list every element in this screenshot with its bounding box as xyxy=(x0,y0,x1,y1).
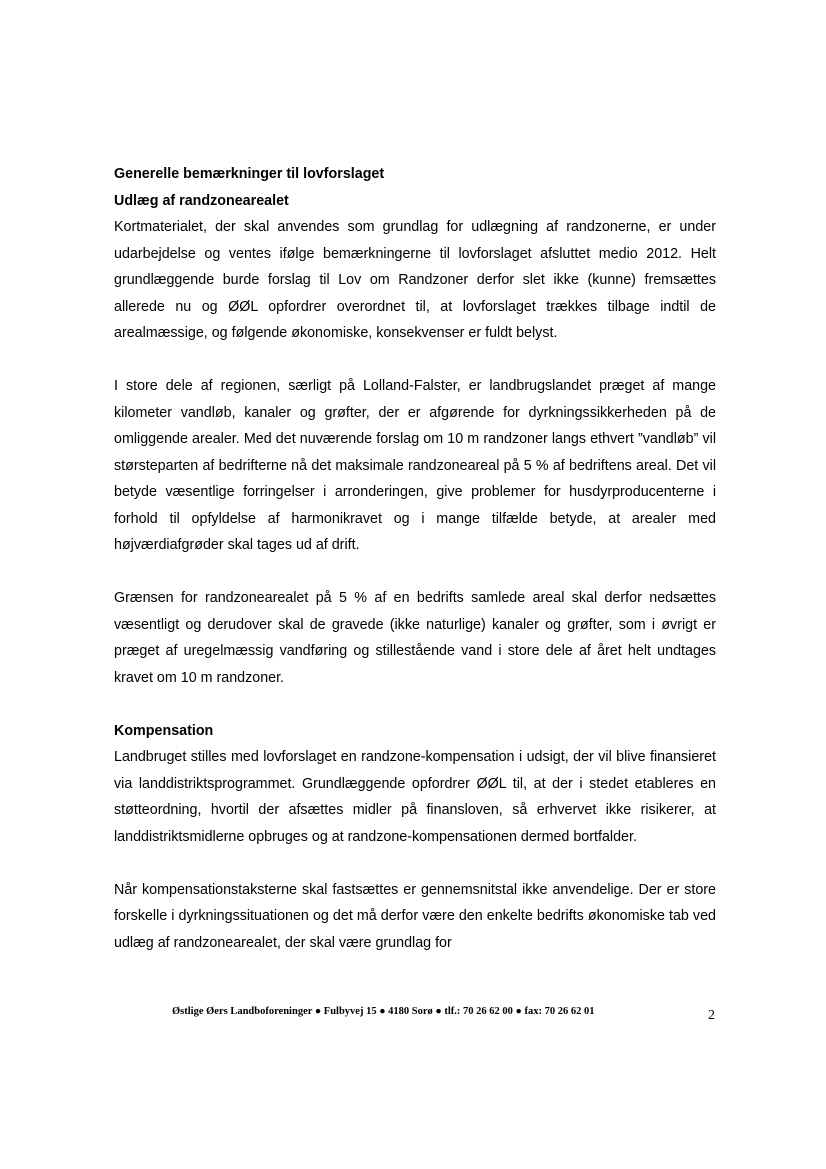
main-heading: Generelle bemærkninger til lovforslaget xyxy=(114,166,385,182)
paragraph-gap xyxy=(114,347,716,374)
document-body xyxy=(114,161,716,956)
paragraph-gap xyxy=(114,559,716,586)
paragraph: Landbruget stilles med lovforslaget en randzone-kompensation i udsigt, der vil blive finansieret via landdistriktsprogrammet. Grundlæggende opfordrer ØØL til, at der i stedet etableres en støtteordning, hvortil der afsættes midler på finansloven, så erhvervet ikke risikerer, at landdistriktsmidlerne opbruges og at randzone-kompensationen dermed bortfalder. xyxy=(114,749,716,845)
paragraph: Når kompensationstaksterne skal fastsættes er gennemsnitstal ikke anvendelige. Der er store forskelle i dyrkningssituationen og det må derfor være den enkelte bedrifts økonomiske tab ved udlæg af randzonearealet, der skal være grundlag for xyxy=(114,881,716,951)
paragraph: I store dele af regionen, særligt på Lolland-Falster, er landbrugslandet præget af mange kilometer vandløb, kanaler og grøfter, der er afgørende for dyrkningssikkerheden på de omliggende arealer. Med det nuværende forslag om 10 m randzoner langs ethvert ”vandløb” vil størsteparten af bedrifterne nå det maksimale randzoneareal på 5 % af bedriftens areal. Det vil betyde væsentlige forringelser i arronderingen, give problemer for husdyrproducenterne i forhold til opfyldelse af harmonikravet og i mange tilfælde betyde, at arealer med højværdiafgrøder skal tages ud af drift. xyxy=(114,378,716,553)
page-number: 2 xyxy=(708,1008,715,1023)
page-footer: Østlige Øers Landboforeninger ● Fulbyvej 15 ● 4180 Sorø ● tlf.: 70 26 62 00 ● fax: 70 26 62 01 xyxy=(172,1006,595,1017)
section-heading-udlaeg: Udlæg af randzonearealet xyxy=(114,192,289,209)
paragraph: Kortmaterialet, der skal anvendes som grundlag for udlægning af randzonerne, er under udarbejdelse og ventes ifølge bemærkningerne til lovforslaget afsluttet medio 2012. Helt grundlæggende burde forslag til Lov om Randzoner derfor slet ikke (kunne) fremsættes allerede nu og ØØL opfordrer overordnet til, at lovforslaget trækkes tilbage indtil de arealmæssige, og følgende økonomiske, konsekvenser er fuldt belyst. xyxy=(114,219,716,341)
section-heading-kompensation: Kompensation xyxy=(114,722,214,739)
paragraph-gap xyxy=(114,691,716,718)
paragraph: Grænsen for randzonearealet på 5 % af en bedrifts samlede areal skal derfor nedsættes væsentligt og derudover skal de gravede (ikke naturlige) kanaler og grøfter, som i øvrigt er præget af uregelmæssig vandføring og stillestående vand i store dele af året helt undtages kravet om 10 m randzoner. xyxy=(114,590,716,686)
paragraph-gap xyxy=(114,850,716,877)
